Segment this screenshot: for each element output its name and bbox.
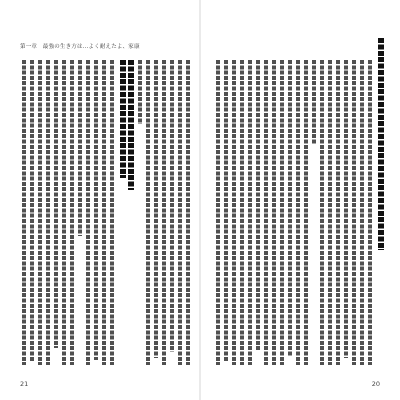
- text-column: [54, 60, 58, 348]
- body-text-left: [20, 60, 188, 365]
- text-column: [256, 60, 260, 350]
- text-column: [46, 60, 50, 365]
- text-column: [216, 60, 220, 365]
- right-page: [200, 0, 400, 400]
- text-column: [102, 60, 106, 365]
- text-column: [94, 60, 98, 360]
- text-column: [352, 60, 356, 365]
- text-column: [272, 60, 276, 365]
- text-column: [328, 60, 332, 365]
- section-heading: [378, 38, 384, 250]
- text-column: [170, 60, 174, 352]
- text-column: [62, 60, 66, 365]
- text-column: [240, 60, 244, 365]
- section-heading: [120, 60, 126, 178]
- text-column: [312, 60, 316, 144]
- text-column: [360, 60, 364, 365]
- text-column: [30, 60, 34, 362]
- text-column: [280, 60, 284, 365]
- text-column: [368, 60, 372, 365]
- running-head: 第一章 最強の生き方は…よく耐えたよ、家康: [20, 44, 140, 50]
- text-column: [336, 60, 340, 365]
- text-column: [232, 60, 236, 365]
- text-column: [70, 60, 74, 365]
- text-column: [296, 60, 300, 365]
- text-column: [154, 60, 158, 358]
- page-number: 20: [371, 380, 380, 388]
- text-column: [344, 60, 348, 358]
- section-heading: [128, 60, 134, 190]
- page-number: 21: [20, 380, 29, 388]
- text-column: [288, 60, 292, 356]
- text-column: [264, 60, 268, 365]
- text-column: [138, 60, 142, 124]
- text-column: [86, 60, 90, 365]
- text-column: [178, 60, 182, 365]
- text-column: [22, 60, 26, 365]
- text-column: [304, 60, 308, 365]
- text-column: [78, 60, 82, 236]
- text-column: [38, 60, 42, 365]
- text-column: [146, 60, 150, 365]
- text-column: [110, 60, 114, 365]
- text-column: [162, 60, 166, 365]
- text-column: [224, 60, 228, 362]
- body-text-right: [214, 60, 384, 365]
- text-column: [248, 60, 252, 365]
- text-column: [186, 60, 190, 365]
- text-column: [320, 60, 324, 365]
